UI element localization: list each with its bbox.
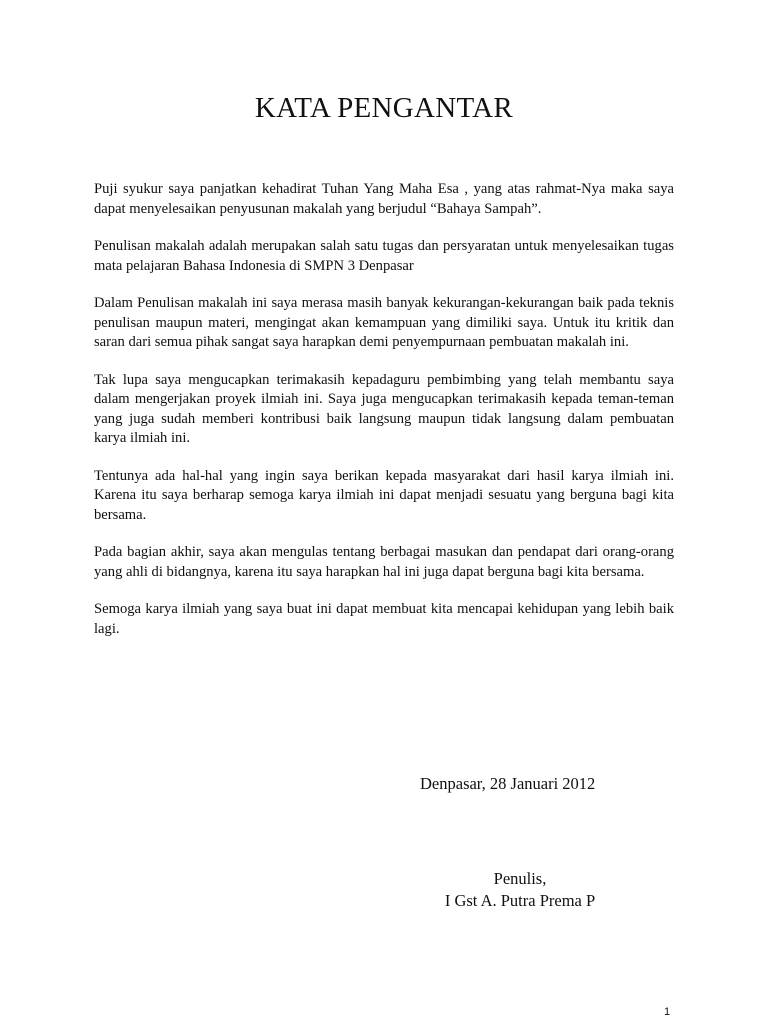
author-role: Penulis, [493,869,547,888]
paragraph-4: Tak lupa saya mengucapkan terimakasih kepadaguru pembimbing yang telah membantu saya dalam mengerjakan proyek ilmiah ini. Saya juga mengucapkan terimakasih kepada teman-teman yang juga sudah memberi kontribusi baik langsung maupun tidak langsung dalam pembuatan karya ilmiah ini. [94,371,674,446]
paragraph-6: Pada bagian akhir, saya akan mengulas tentang berbagai masukan dan pendapat dari orang-orang yang ahli di bidangnya, karena itu saya harapkan hal ini juga dapat berguna bagi kita bersama. [94,544,674,580]
paragraph-3: Dalam Penulisan makalah ini saya merasa masih banyak kekurangan-kekurangan baik pada teknis penulisan maupun materi, mengingat akan kemampuan yang dimiliki saya. Untuk itu kritik dan saran dari semua pihak sangat saya harapkan demi penyempurnaan pembuatan makalah ini. [94,295,674,350]
page-title: KATA PENGANTAR [254,92,514,124]
paragraph-7: Semoga karya ilmiah yang saya buat ini dapat membuat kita mencapai kehidupan yang lebih baik lagi. [94,601,674,637]
paragraph-5: Tentunya ada hal-hal yang ingin saya berikan kepada masyarakat dari hasil karya ilmiah ini. Karena itu saya berharap semoga karya ilmiah ini dapat menjadi sesuatu yang berguna bagi kita bersama. [94,467,674,523]
place-date: Denpasar, 28 Januari 2012 [420,774,596,793]
page-number: 1 [664,1006,671,1018]
body-text [94,180,674,657]
author-name: I Gst A. Putra Prema P [444,891,596,910]
paragraph-1: Puji syukur saya panjatkan kehadirat Tuhan Yang Maha Esa , yang atas rahmat-Nya maka saya dapat menyelesaikan penyusunan makalah yang berjudul “Bahaya Sampah”. [94,181,674,217]
paragraph-2: Penulisan makalah adalah merupakan salah satu tugas dan persyaratan untuk menyelesaikan tugas mata pelajaran Bahasa Indonesia di SMPN 3 Denpasar [94,238,674,274]
